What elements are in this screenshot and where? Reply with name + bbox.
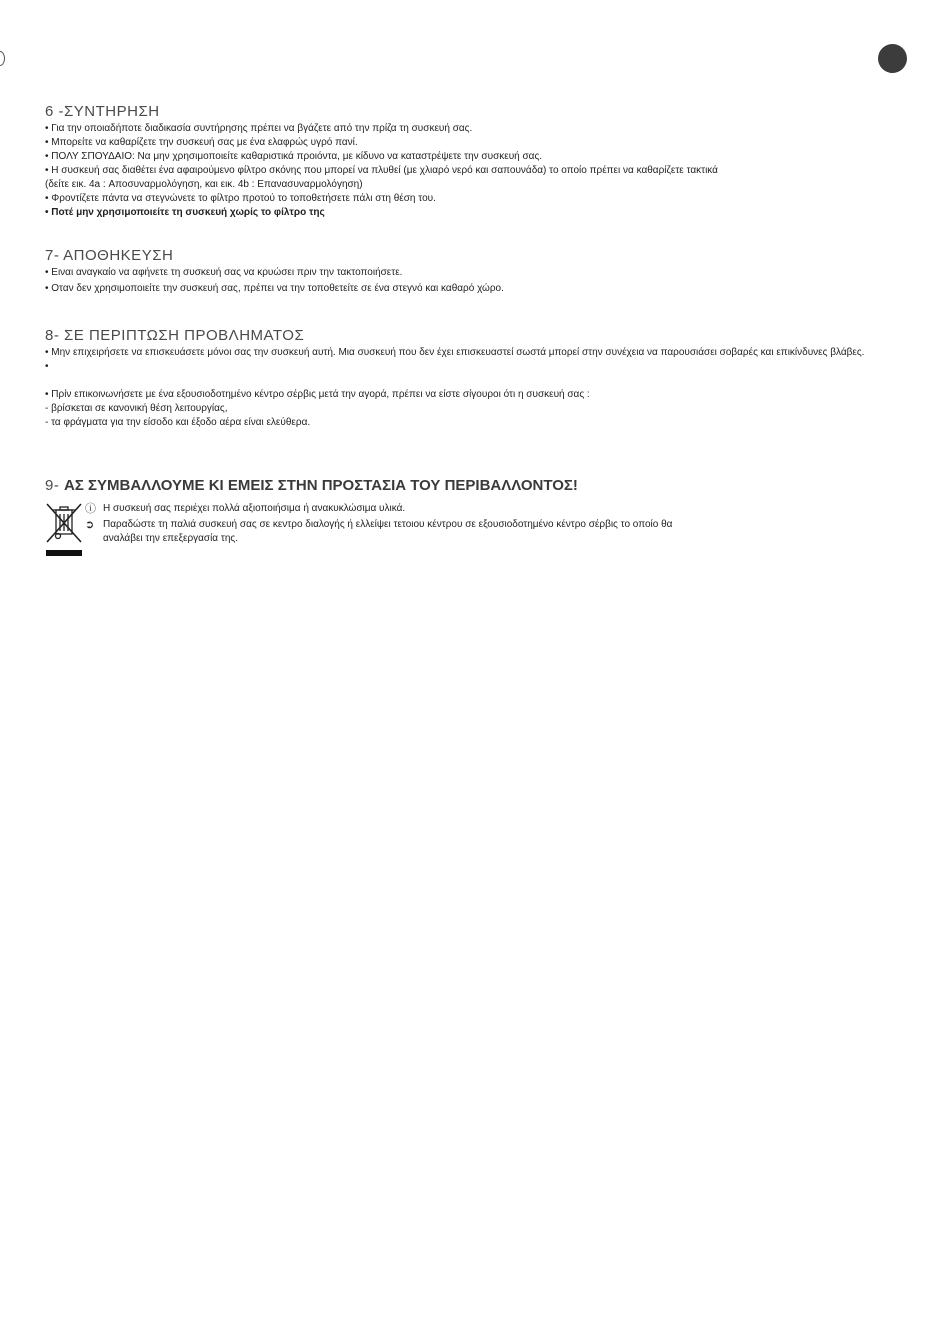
recycling-line: [85, 518, 835, 532]
list-item: - τα φράγματα για την είσοδο και έξοδο αέρα είναι ελεύθερα.: [45, 417, 311, 428]
section-title: 6 -ΣΥΝΤΗΡΗΣΗ: [45, 103, 160, 120]
section-number: 9-: [45, 477, 60, 494]
list-item: • Φροντίζετε πάντα να στεγνώνετε το φίλτρο προτού το τοποθετήσετε πάλι στη θέση του.: [45, 193, 436, 204]
warning-line: • Ποτέ μην χρησιμοποιείτε τη συσκευή χωρίς το φίλτρο της: [45, 207, 325, 218]
list-item: - βρίσκεται σε κανονική θέση λειτουργίας,: [45, 403, 228, 414]
section-troubleshooting: [45, 327, 905, 430]
page-marker-dot: [878, 44, 907, 73]
recycling-line-text: Παραδώστε τη παλιά συσκευή σας σε κεντρο διαλογής ή ελλείψει τετοιου κέντρου σε εξουσιοδοτημένο κέντρο σέρβις το οποίο θα: [103, 519, 673, 530]
recycling-line: [85, 532, 835, 546]
section-environment: [45, 477, 905, 496]
empty-bullet: •: [45, 361, 49, 372]
info-icon: ⓘ: [85, 503, 96, 515]
section-storage: [45, 247, 905, 296]
list-item: • Για την οποιαδήποτε διαδικασία συντήρησης πρέπει να βγάζετε από την πρίζα τη συσκευή σας.: [45, 123, 473, 134]
arrow-icon: ➲: [85, 519, 95, 531]
list-item: • Η συσκευή σας διαθέτει ένα αφαιρούμενο φίλτρο σκόνης που μπορεί να πλυθεί (με χλιαρό νερό και σαπουνάδα) το οποίο πρέπει να καθαρίζετε τακτικά: [45, 165, 718, 176]
list-item: • Οταν δεν χρησιμοποιείτε την συσκευή σας, πρέπει να την τοποθετείτε σε ένα στεγνό και καθαρό χώρο.: [45, 283, 504, 294]
section-title: [45, 477, 905, 494]
list-item: • Ειναι αναγκαίο να αφήνετε τη συσκευή σας να κρυώσει πριν την τακτοποιήσετε.: [45, 267, 403, 278]
list-item: (δείτε εικ. 4a : Αποσυναρμολόγηση, και εικ. 4b : Επανασυναρμολόγηση): [45, 179, 363, 190]
recycling-text: [85, 502, 835, 546]
section-title: 8- ΣΕ ΠΕΡΙΠΤΩΣΗ ΠΡΟΒΛΗΜΑΤΟΣ: [45, 327, 305, 344]
list-item: • ΠΟΛΥ ΣΠΟΥΔΑΙΟ: Να μην χρησιμοποιείτε καθαριστικά προιόντα, με κίδυνο να καταστρέψετε την συσκευή σας.: [45, 151, 543, 162]
edge-bracket-mark: [0, 51, 5, 66]
list-item: • Πρίν επικοινωνήσετε με ένα εξουσιοδοτημένο κέντρο σέρβις μετά την αγορά, πρέπει να είστε σίγουροι ότι η συσκευή σας :: [45, 389, 590, 400]
list-item: • Μπορείτε να καθαρίζετε την συσκευή σας με ένα ελαφρώς υγρό πανί.: [45, 137, 358, 148]
recycling-line-text: Η συσκευή σας περιέχει πολλά αξιοποιήσιμα ή ανακυκλώσιμα υλικά.: [103, 503, 406, 514]
paragraph: • Μην επιχειρήσετε να επισκευάσετε μόνοι σας την συσκευή αυτή. Μια συσκευή που δεν έχει επισκευαστεί σωστά μπορεί στην συνέχεια να παρουσιάσει σοβαρές και επικίνδυνες βλάβες.: [45, 347, 865, 358]
crossed-bin-icon: [45, 502, 83, 558]
section-title: 7- ΑΠΟΘΗΚΕΥΣΗ: [45, 247, 174, 264]
recycling-line-text: αναλάβει την επεξεργασία της.: [103, 533, 238, 544]
section-heading-bold: ΑΣ ΣΥΜΒΑΛΛΟΥΜΕ ΚΙ ΕΜΕΙΣ ΣΤΗΝ ΠΡΟΣΤΑΣΙΑ ΤΟΥ ΠΕΡΙΒΑΛΛΟΝΤΟΣ!: [64, 477, 578, 494]
recycling-line: [85, 502, 835, 516]
section-maintenance: [45, 103, 905, 220]
